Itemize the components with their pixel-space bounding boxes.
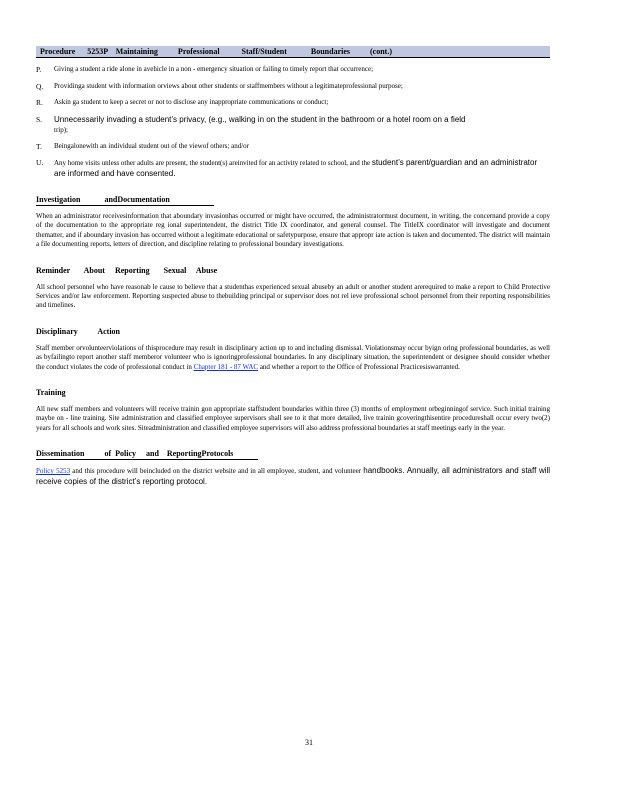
list-item-text: Askin ga student to keep a secret or not to disclose any inappropriate communications or conduct;	[54, 98, 329, 106]
list-item-text-continued: trip);	[54, 125, 68, 134]
list-item	[36, 65, 550, 75]
list-item-text-emphasis: student’s parent/guardian and an administrator are informed and have consented.	[54, 158, 538, 178]
section-header-bar: Procedure 5253P Maintaining Professional Staff/Student Boundaries (cont.)	[36, 46, 550, 58]
reminder-paragraph: All school personnel who have reasonab le cause to believe that a studenthas experienced sexual abuseby an adult or another student arerequired to make a report to Child Protective Services and/or law enforcement. Reporting suspected abuse to thebuilding principal or supervisor does not rel ieve professional school personnel from their reporting responsibilities and timelines.	[36, 282, 550, 310]
section-title-disciplinary: Disciplinary Action	[36, 326, 121, 336]
list-item	[36, 98, 550, 108]
list-item-label: S.	[36, 114, 43, 124]
list-item-text: Any home visits unless other adults are present, the student(s) areinvited for an activity related to school, and the	[54, 159, 371, 167]
list-item	[36, 115, 550, 135]
investigation-paragraph: When an administrator receivesinformation that aboundary invasionhas occurred or might have occurred, the administratormust document, in writing, the concernand provide a copy of the documentation to the appropriate reg ional superintendent, the district Title IX coordinator, and general counsel. The TitleIX coordinator will investigate and document thematter, and if aboundary invasion has occurred without a legitimate educational or safetypurpose, ensure that appropr iate action is taken and documented. The district will maintain a file documenting reports, letters of direction, and discipline relating to professional boundary investigations.	[36, 212, 550, 249]
reminder-section	[36, 260, 550, 311]
list-item-label: R.	[36, 98, 43, 107]
list-item	[36, 142, 550, 152]
training-paragraph: All new staff members and volunteers will receive trainin gon appropriate staffstudent boundaries within three (3) months of employment orbeginningof service. Such initial training maybe on - line training. Site administration and classified employee supervisors shall see to it that more detailed, live trainin gcoveringthisentire procedureshall occur every two(2) years for all schools and work sites. Siteadministration and classified employee supervisors will also address professional boundaries at staff meetings early in the year.	[36, 405, 550, 432]
page-number: 31	[305, 738, 313, 747]
section-title-dissemination: Dissemination of Policy and ReportingProtocols	[36, 449, 258, 460]
list-item-label: T.	[36, 141, 42, 151]
dissemination-text-sans: handbooks. Annually, all administrators and staff will receive copies of the district’s reporting protocol.	[36, 466, 551, 486]
investigation-section	[36, 189, 550, 250]
list-item-label: U.	[36, 158, 44, 167]
list-item-text: Unnecessarily invading a student’s privacy, (e.g., walking in on the student in the bathroom or a hotel room on a field	[54, 114, 466, 124]
section-title-investigation: Investigation andDocumentation	[36, 195, 214, 206]
disciplinary-section	[36, 321, 550, 372]
training-section	[36, 382, 550, 433]
list-item-label: P.	[36, 65, 42, 74]
list-item-label: Q.	[36, 81, 44, 91]
policy-5253-link[interactable]: Policy 5253	[36, 467, 71, 476]
list-item-text: Beingalonewith an individual student out of the viewof others; and/or	[54, 141, 249, 150]
prohibited-conduct-list	[36, 65, 550, 179]
disciplinary-text: Staff member orvolunteerviolations of thisprocedure may result in disciplinary action up to and including dismissal. Violationsmay occur byign oring professional boundaries, as well as byfailingto report another staff memberor volunteer who is ignoringprofessional boundaries. In any disciplinary situation, the superintendent or designee should consider whether the conduct violates the code of professional conduct in	[36, 343, 550, 371]
list-item	[36, 158, 550, 179]
disciplinary-paragraph	[36, 344, 550, 372]
dissemination-text: and this procedure will beincluded on the district website and in all employee, student, and volunteer	[72, 467, 362, 476]
section-title-reminder: Reminder About Reporting Sexual Abuse	[36, 265, 218, 275]
chapter-wac-link[interactable]: Chapter 181 - 87 WAC	[193, 362, 259, 371]
document-page	[36, 46, 550, 487]
list-item-text: Giving a student a ride alone in avehicle in a non - emergency situation or failing to timely report that occurrence;	[54, 65, 374, 73]
disciplinary-text-continued: and whether a report to the Office of Professional Practicesiswarranted.	[259, 362, 460, 371]
list-item-text: Providinga student with information orviews about other students or staffmembers without a legitimateprofessional purpose;	[54, 81, 403, 90]
list-item	[36, 82, 550, 92]
section-title-training: Training	[36, 388, 66, 398]
dissemination-section	[36, 443, 550, 487]
dissemination-paragraph	[36, 466, 550, 487]
